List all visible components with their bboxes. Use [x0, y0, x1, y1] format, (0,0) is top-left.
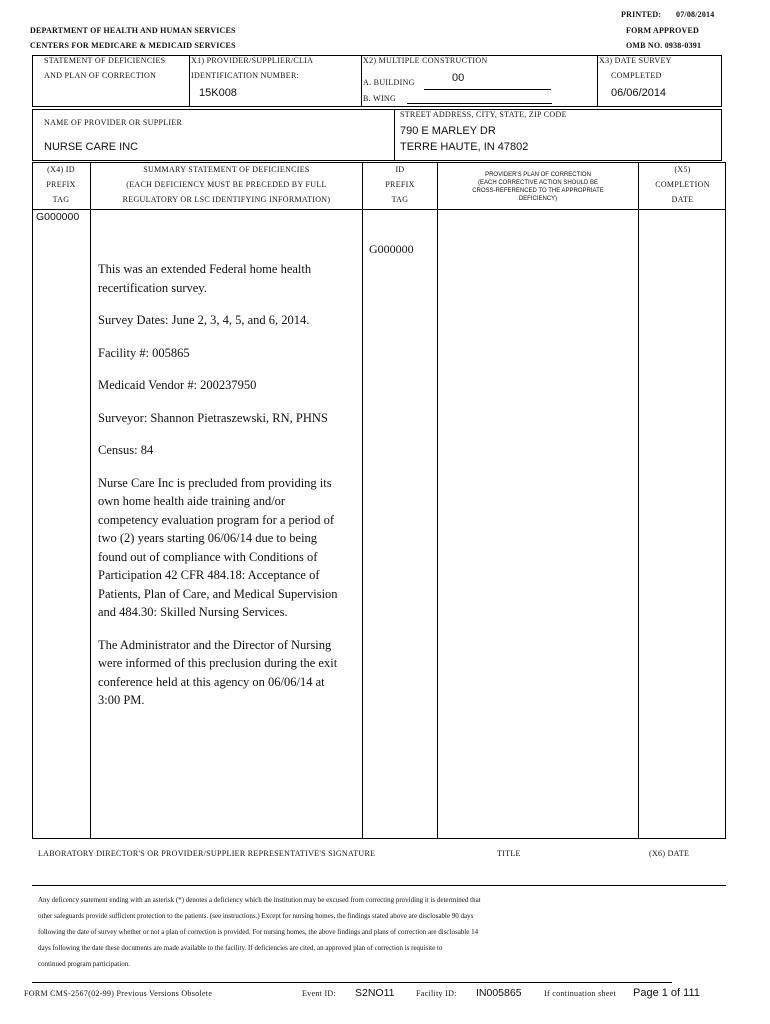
id-label-1: ID — [395, 165, 405, 174]
provider-name-label: NAME OF PROVIDER OR SUPPLIER — [44, 118, 183, 127]
x4-label-3: TAG — [52, 195, 70, 204]
summary-label-3: REGULATORY OR LSC IDENTIFYING INFORMATION) — [122, 195, 331, 204]
summary-statement — [98, 260, 338, 724]
id-label-2: PREFIX — [385, 180, 415, 189]
right-tag: G000000 — [369, 242, 414, 256]
page-number: Page 1 of 111 — [633, 987, 700, 999]
wing-label: B. WING — [363, 94, 397, 103]
summary-paragraph: Survey Dates: June 2, 3, 4, 5, and 6, 2014. — [98, 313, 310, 327]
x5-label-1: (X5) — [674, 165, 691, 174]
provider-box — [32, 109, 722, 161]
provider-id-value: 15K008 — [199, 87, 237, 99]
disclaimer-line: continued program participation. — [38, 960, 130, 968]
provider-id-label-1: X1) PROVIDER/SUPPLIER/CLIA — [191, 56, 314, 65]
disclaimer-line: Any deficency statement ending with an asterisk (*) denotes a deficiency which the institution may be excused from correcting providing it is determined that — [38, 896, 481, 904]
form-approved: FORM APPROVED — [626, 26, 700, 35]
address-line-1: 790 E MARLEY DR — [400, 125, 496, 137]
continuation-label: If continuation sheet — [544, 989, 617, 998]
x4-label-1: (X4) ID — [47, 165, 75, 174]
department-title: DEPARTMENT OF HEALTH AND HUMAN SERVICES — [30, 26, 236, 35]
title-label: TITLE — [497, 849, 521, 858]
building-value: 00 — [452, 72, 465, 84]
summary-paragraph: Census: 84 — [98, 443, 154, 457]
left-tag: G000000 — [36, 211, 80, 223]
disclaimer-line: following the date of survey whether or not a plan of correction is provided. For nursing homes, the above findings and plans of correction are disclosable 14 — [38, 928, 479, 936]
address-line-2: TERRE HAUTE, IN 47802 — [400, 141, 529, 153]
multiple-construction-label: X2) MULTIPLE CONSTRUCTION — [363, 56, 488, 65]
signature-label: LABORATORY DIRECTOR'S OR PROVIDER/SUPPLIER REPRESENTATIVE'S SIGNATURE — [38, 849, 376, 858]
centers-title: CENTERS FOR MEDICARE & MEDICAID SERVICES — [30, 41, 236, 50]
printed-label: PRINTED: — [621, 10, 662, 19]
plan-label-3: CROSS-REFERENCED TO THE APPROPRIATE — [472, 188, 604, 194]
event-id-label: Event ID: — [302, 989, 337, 998]
date-label: (X6) DATE — [649, 849, 690, 858]
disclaimer-line: other safeguards provide sufficient protection to the patients. (see instructions.) Except for nursing homes, the findings stated above are disclosable 90 days — [38, 912, 474, 920]
facility-id-value: IN005865 — [476, 987, 522, 999]
x5-label-2: COMPLETION — [655, 180, 710, 189]
event-id-value: S2NO11 — [355, 987, 395, 999]
form-number: FORM CMS-2567(02-99) Previous Versions Obsolete — [24, 989, 213, 998]
plan-label-2: (EACH CORRECTIVE ACTION SHOULD BE — [477, 180, 599, 186]
id-label-3: TAG — [391, 195, 409, 204]
summary-paragraph: This was an extended Federal home health recertification survey. — [98, 262, 312, 295]
omb-number: OMB NO. 0938-0391 — [626, 41, 702, 50]
statement-label-2: AND PLAN OF CORRECTION — [44, 71, 157, 80]
plan-label-4: DEFICIENCY) — [518, 196, 558, 202]
facility-id-label: Facility ID: — [416, 989, 457, 998]
printed-date: 07/08/2014 — [676, 10, 715, 19]
plan-label-1: PROVIDER'S PLAN OF CORRECTION — [485, 172, 591, 178]
summary-label-1: SUMMARY STATEMENT OF DEFICIENCIES — [143, 165, 310, 174]
summary-paragraph: The Administrator and the Director of Nursing were informed of this preclusion during the exit conference held at this agency on 06/06/14 at 3:00 PM. — [98, 637, 338, 707]
statement-label-1: STATEMENT OF DEFICIENCIES — [44, 56, 166, 65]
disclaimer — [38, 892, 728, 972]
completed-label: COMPLETED — [611, 71, 662, 80]
provider-id-label-2: IDENTIFICATION NUMBER: — [191, 71, 300, 80]
x4-label-2: PREFIX — [46, 180, 76, 189]
provider-name-value: NURSE CARE INC — [44, 141, 139, 153]
summary-paragraph: Medicaid Vendor #: 200237950 — [98, 378, 257, 392]
date-survey-value: 06/06/2014 — [611, 87, 667, 99]
disclaimer-line: days following the date these documents are made available to the facility. If deficiencies are cited, an approved plan of correction is requisite to — [38, 944, 443, 952]
address-label: STREET ADDRESS, CITY, STATE, ZIP CODE — [400, 110, 567, 119]
summary-paragraph: Facility #: 005865 — [98, 345, 190, 360]
summary-paragraph: Nurse Care Inc is precluded from providing its own home health aide training and/or competency evaluation program for a period of two (2) years starting 06/06/14 due to being found out of compliance with Conditions of Participation 42 CFR 484.18: Acceptance of Patients, Plan of Care, and Medical Supervision and 484.30: Skilled Nursing Services. — [98, 475, 338, 619]
building-label: A. BUILDING — [363, 78, 415, 87]
summary-paragraph: Surveyor: Shannon Pietraszewski, RN, PHNS — [98, 410, 328, 425]
x5-label-3: DATE — [671, 195, 694, 204]
summary-label-2: (EACH DEFICIENCY MUST BE PRECEDED BY FULL — [126, 180, 327, 189]
date-survey-label: X3) DATE SURVEY — [599, 56, 672, 65]
